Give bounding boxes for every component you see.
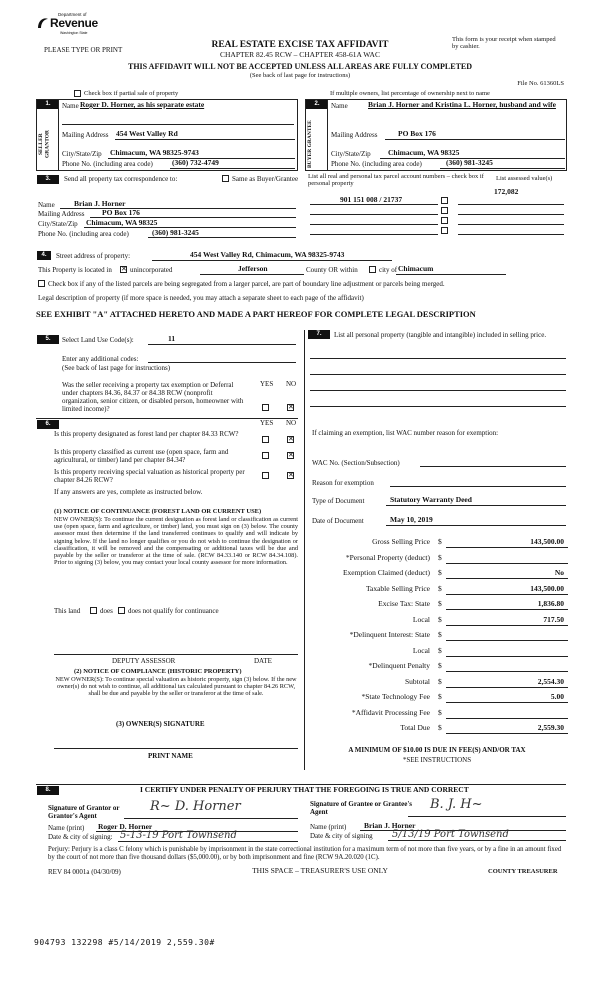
corr-name-label: Name: [38, 201, 55, 209]
tax-label: Taxable Selling Price: [365, 583, 430, 593]
tax-label: *State Technology Fee: [361, 692, 430, 701]
seller-city: Chimacum, WA 98325-9743: [110, 148, 199, 157]
tax-label: Local: [412, 645, 430, 655]
unincorporated-label: unincorporated: [130, 266, 173, 274]
tax-value: 143,500.00: [530, 583, 564, 593]
tax-row: [306, 644, 568, 660]
exemption-yes-checkbox[interactable]: [262, 404, 269, 411]
tax-row: [306, 535, 568, 551]
buyer-side-label: BUYER GRANTEE: [307, 120, 313, 168]
dollar-sign: $: [438, 661, 442, 670]
tax-row: [306, 566, 568, 582]
file-number: File No. 61360LS: [517, 80, 564, 87]
buyer-phone: (360) 981-3245: [446, 158, 493, 167]
logo-top: Department of: [58, 12, 87, 17]
tax-row: [306, 675, 568, 691]
unincorporated-checkbox[interactable]: ✕: [121, 265, 127, 273]
doc-date: May 10, 2019: [390, 515, 433, 524]
see-back-note: (See back of last page for instructions): [249, 72, 351, 79]
grantor-date-label: Date & city of signing:: [48, 833, 113, 841]
deputy-assessor-label: DEPUTY ASSESSOR: [112, 657, 176, 665]
grantor-signature: R~ D. Horner: [150, 799, 241, 814]
tax-table: [306, 535, 568, 737]
tax-row: [306, 551, 568, 567]
minimum-fee-note: A MINIMUM OF $10.00 IS DUE IN FEE(S) AND/OR TAX: [348, 746, 526, 754]
tax-label: Total Due: [400, 723, 430, 732]
land-use-code: 11: [168, 334, 176, 343]
section5-no: NO: [286, 380, 297, 388]
form-title: REAL ESTATE EXCISE TAX AFFIDAVIT: [211, 40, 389, 50]
owner-signature-label: (3) OWNER(S) SIGNATURE: [116, 720, 205, 728]
dor-logo: [36, 12, 100, 42]
tax-label: *Delinquent Penalty: [368, 661, 430, 670]
forest-land-question: Is this property designated as forest land per chapter 84.33 RCW?: [54, 430, 239, 438]
street-label: Street address of property:: [56, 252, 131, 260]
same-as-buyer-label: Same as Buyer/Grantee: [232, 175, 299, 183]
section-8-badge: 8.: [37, 786, 59, 795]
section6-no: NO: [286, 419, 297, 427]
corr-mail-label: Mailing Address: [38, 210, 85, 218]
seller-phone-label: Phone No. (including area code): [62, 160, 153, 168]
assessor-date-label: DATE: [254, 657, 272, 665]
dollar-sign: $: [438, 614, 442, 624]
dollar-sign: $: [438, 676, 442, 686]
dollar-sign: $: [438, 599, 442, 608]
assessed-value: 172,082: [494, 187, 519, 196]
buyer-city-label: City/State/Zip: [331, 150, 371, 158]
forest-yes-checkbox[interactable]: [262, 436, 269, 443]
receipt-note: This form is your receipt when stamped by cashier.: [452, 36, 556, 51]
street-address: 454 West Valley Rd, Chimacum, WA 98325-9743: [190, 250, 345, 259]
doc-type-label: Type of Document: [312, 497, 365, 505]
see-instructions: *SEE INSTRUCTIONS: [402, 756, 472, 764]
current-use-no-checkbox[interactable]: ✕: [288, 451, 294, 459]
city-of-label: city of: [379, 266, 398, 274]
tax-row: [306, 721, 568, 737]
dollar-sign: $: [438, 583, 442, 593]
city-name: Chimacum: [398, 264, 434, 273]
grantor-name: Roger D. Horner: [98, 822, 153, 831]
historic-no-checkbox[interactable]: ✕: [288, 471, 294, 479]
corr-city: Chimacum, WA 98325: [86, 218, 158, 227]
buyer-name: Brian J. Horner and Kristina L. Horner, husband and wife: [368, 100, 556, 109]
exemption-question: Was the seller receiving a property tax exemption or Deferral under chapters 84.36, 84.37 or 84.38 RCW (nonprofit organization, senior citizen, or disabled person, homeowner with limited income)?: [62, 381, 244, 414]
recording-stamp: 904793 132298 #5/14/2019 2,559.30#: [34, 938, 215, 947]
tax-value: 5.00: [550, 692, 564, 701]
seller-mail-label: Mailing Address: [62, 131, 109, 139]
notice2-title: (2) NOTICE OF COMPLIANCE (HISTORIC PROPERTY): [74, 668, 242, 675]
print-name-label: PRINT NAME: [148, 752, 193, 760]
land-qualify-label: This land: [54, 607, 81, 615]
section-5-badge: 5.: [37, 335, 59, 344]
exemption-claim-label: If claiming an exemption, list WAC number reason for exemption:: [312, 429, 499, 437]
additional-codes-label: Enter any additional codes:: [62, 355, 139, 363]
does-qualify-checkbox[interactable]: [90, 607, 97, 614]
assessed-header: List assessed value(s): [496, 175, 553, 182]
grantee-name: Brian J. Horner: [364, 821, 416, 830]
same-as-buyer-checkbox[interactable]: [222, 175, 229, 182]
section-2-badge: 2.: [306, 100, 328, 109]
reason-label: Reason for exemption: [312, 479, 374, 487]
section-3-badge: 3.: [37, 175, 59, 184]
historic-question: Is this property receiving special valuation as historical property per chapter 84.26 RCW?: [54, 468, 245, 485]
logo-main: Revenue: [50, 16, 98, 30]
tax-value: 2,559.30: [537, 723, 564, 732]
tax-value: 1,836.80: [537, 599, 564, 608]
tax-value: No: [554, 568, 564, 577]
tax-row: [306, 659, 568, 675]
notice2-body: NEW OWNER(S): To continue special valuation as historic property, sign (3) below. If the new owner(s) do not wish to continue, all additional tax calculated pursuant to chapter 84.26 RCW, shall be due and payable by the seller or transferor at the time of sale.: [55, 676, 297, 698]
wac-label: WAC No. (Section/Subsection): [312, 459, 400, 467]
section6-yes: YES: [260, 419, 274, 427]
logo-sub: Washington State: [60, 31, 88, 35]
historic-yes-checkbox[interactable]: [262, 472, 269, 479]
current-use-yes-checkbox[interactable]: [262, 452, 269, 459]
tax-row: [306, 582, 568, 598]
grantor-date-city: 5-13-19 Port Townsend: [120, 830, 237, 841]
doc-type: Statutory Warranty Deed: [390, 495, 472, 504]
segregated-checkbox[interactable]: [38, 280, 45, 287]
corr-city-label: City/State/Zip: [38, 220, 78, 228]
forest-no-checkbox[interactable]: ✕: [288, 435, 294, 443]
exemption-no-checkbox[interactable]: ✕: [288, 403, 294, 411]
tax-label: Local: [412, 614, 430, 624]
correspondence-label: Send all property tax correspondence to:: [64, 175, 178, 183]
does-not-label: does not qualify for continuance: [128, 607, 219, 615]
seller-phone: (360) 732-4749: [172, 158, 219, 167]
parcel-checkbox-3[interactable]: [441, 217, 448, 224]
personal-property-label: List all personal property (tangible and intangible) included in selling price.: [334, 331, 547, 339]
tax-value: 2,554.30: [537, 676, 564, 686]
located-in-label: This Property is located in: [38, 266, 112, 274]
perjury-notice: Perjury: Perjury is a class C felony which is punishable by imprisonment in the state correctional institution for a maximum term of not more than five years, or by a fine in an amount fixed by the court of not more than five thousand dollars ($5,000.00), or by both imprisonment and fine (RCW 9A.20.020 (1C).: [48, 846, 562, 861]
land-use-label: Select Land Use Code(s):: [62, 336, 134, 344]
tax-label: Exemption Claimed (deduct): [342, 568, 430, 577]
does-not-qualify-checkbox[interactable]: [118, 607, 125, 614]
tax-row: [306, 613, 568, 629]
does-label: does: [100, 607, 113, 615]
current-use-question: Is this property classified as current use (open space, farm and agricultural, or timber) land per chapter 84.34?: [54, 448, 229, 465]
form-chapter: CHAPTER 82.45 RCW – CHAPTER 458-61A WAC: [220, 50, 380, 59]
dollar-sign: $: [438, 630, 442, 639]
corr-mail: PO Box 176: [102, 208, 140, 217]
seller-side-label: SELLER GRANTOR: [38, 130, 51, 159]
notice1-body: NEW OWNER(S): To continue the current designation as forest land or classification as current use (open space, farm and agriculture, or timber) land, you must sign on (3) below. The county assessor must then determine if the land transferred continues to qualify and will indicate by signing below. If the land no longer qualifies or you do not wish to continue the designation or classification, it will be removed and the compensating or additional taxes will be due and payable by the seller or transferor at the time of sale. (RCW 84.33.140 or RCW 84.34.108). Prior to signing (3) below, you may contact your local county assessor for more information.: [54, 516, 298, 567]
county-name: Jefferson: [238, 264, 268, 273]
tax-label: Excise Tax: State: [378, 599, 430, 608]
form-revision: REV 84 0001a (04/30/09): [48, 868, 121, 876]
grantee-signature: B. J. H~: [430, 797, 483, 812]
dollar-sign: $: [438, 552, 442, 562]
tax-row: [306, 628, 568, 644]
corr-name: Brian J. Horner: [74, 199, 126, 208]
multiple-owners-note: If multiple owners, list percentage of ownership next to name: [330, 90, 490, 97]
grantee-name-label: Name (print): [310, 823, 347, 831]
section-1-badge: 1.: [37, 100, 59, 109]
dollar-sign: $: [438, 692, 442, 701]
warning-banner: THIS AFFIDAVIT WILL NOT BE ACCEPTED UNLESS ALL AREAS ARE FULLY COMPLETED: [127, 62, 473, 71]
tax-label: Subtotal: [404, 676, 430, 686]
tax-row: [306, 706, 568, 722]
treasurer-space: THIS SPACE – TREASURER'S USE ONLY: [252, 866, 388, 875]
parcel-checkbox-1[interactable]: [441, 197, 448, 204]
corr-phone: (360) 981-3245: [152, 228, 199, 237]
buyer-city: Chimacum, WA 98325: [388, 148, 460, 157]
grantee-sig-label: Signature of Grantee or Grantee's Agent: [310, 800, 413, 817]
parcel-checkbox-4[interactable]: [441, 227, 448, 234]
buyer-mail: PO Box 176: [398, 129, 436, 138]
buyer-phone-label: Phone No. (including area code): [331, 160, 422, 168]
parcel-header: List all real and personal tax parcel account numbers – check box if personal property: [308, 173, 484, 188]
dollar-sign: $: [438, 568, 442, 577]
seller-city-label: City/State/Zip: [62, 150, 102, 158]
grantee-date-city: 5/13/19 Port Townsend: [392, 829, 509, 840]
tax-label: *Delinquent Interest: State: [349, 630, 430, 639]
grantor-sig-label: Signature of Grantor or Grantor's Agent: [48, 804, 120, 821]
section5-yes: YES: [260, 380, 274, 388]
certify-statement: I CERTIFY UNDER PENALTY OF PERJURY THAT THE FOREGOING IS TRUE AND CORRECT: [140, 785, 469, 794]
tax-row: [306, 690, 568, 706]
buyer-mail-label: Mailing Address: [331, 131, 378, 139]
grantee-date-label: Date & city of signing: [310, 832, 373, 840]
city-checkbox[interactable]: [369, 266, 376, 273]
tax-label: *Affidavit Processing Fee: [351, 707, 430, 717]
doc-date-label: Date of Document: [312, 517, 364, 525]
tax-value: 143,500.00: [530, 537, 564, 546]
tax-row: [306, 597, 568, 613]
seller-name-label: Name: [62, 102, 79, 110]
dollar-sign: $: [438, 537, 442, 546]
section-7-badge: 7.: [308, 330, 330, 339]
section-6-badge: 6.: [37, 420, 59, 429]
partial-sale-label: Check box if partial sale of property: [84, 90, 179, 97]
dollar-sign: $: [438, 707, 442, 717]
section5-see-back: (See back of last page for instructions): [62, 364, 171, 372]
partial-sale-checkbox[interactable]: [74, 90, 81, 97]
legal-desc-label: Legal description of property (if more space is needed, you may attach a separate sheet to each page of the affidavit): [38, 294, 364, 302]
parcel-number: 901 151 008 / 21737: [340, 195, 403, 204]
grantor-name-label: Name (print): [48, 824, 85, 832]
see-exhibit: SEE EXHIBIT "A" ATTACHED HERETO AND MADE A PART HEREOF FOR COMPLETE LEGAL DESCRIPTION: [36, 309, 476, 319]
corr-phone-label: Phone No. (including area code): [38, 230, 129, 238]
section-4-badge: 4.: [37, 251, 51, 260]
dollar-sign: $: [438, 645, 442, 655]
seller-mail: 454 West Valley Rd: [116, 129, 178, 138]
tax-label: Gross Selling Price: [372, 537, 430, 546]
revenue-logo-icon: [36, 16, 50, 30]
please-type: PLEASE TYPE OR PRINT: [44, 46, 123, 54]
if-yes-note: If any answers are yes, complete as instructed below.: [54, 488, 203, 496]
notice1-title: (1) NOTICE OF CONTINUANCE (FOREST LAND OR CURRENT USE): [54, 508, 262, 515]
parcel-checkbox-2[interactable]: [441, 207, 448, 214]
county-or-within: County OR within: [306, 266, 358, 274]
county-treasurer-label: COUNTY TREASURER: [488, 868, 558, 875]
tax-label: *Personal Property (deduct): [345, 552, 430, 562]
buyer-name-label: Name: [331, 102, 348, 110]
tax-value: 717.50: [543, 614, 564, 624]
segregated-label: Check box if any of the listed parcels are being segregated from a larger parcel, are part of boundary line adjustment or parcels being merged.: [48, 280, 445, 288]
seller-name: Roger D. Horner, as his separate estate: [80, 100, 205, 109]
dollar-sign: $: [438, 723, 442, 732]
